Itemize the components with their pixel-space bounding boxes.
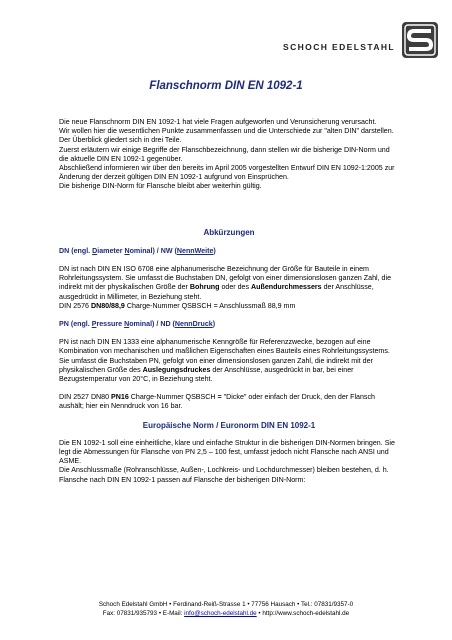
footer-contact: Fax: 07831/935793 • E-Mail: info@schoch-edelstahl.de • http://www.schoch-edelstahl.de [102,609,350,617]
footer-email-link[interactable]: info@schoch-edelstahl.de [184,609,257,617]
pn-definition: PN ist nach DIN EN 1333 eine alphanumerische Kenngröße für Referenzzwecke, bezogen auf eine Kombination von mechanischen und maßlichen Eigenschaften eines Bauteils eines Rohrleitungssystems. Sie umfasst die Buchstaben PN, gefolgt von einer dimensionslosen ganzen Zahl, die indirekt mit der physikalischen Größe des Auslegungsdruckes der Anschlüsse, ausgedrückt in bar, bei einer Bezugstemperatur von 20°C, in Beziehung steht. [59,338,390,384]
intro-paragraph: Die neue Flanschnorm DIN EN 1092-1 hat viele Fragen aufgeworfen und Verunsicherung verursacht. [59,118,377,126]
schoch-s-logo-icon [402,22,438,58]
footer-web: • http://www.schoch-edelstahl.de [256,609,350,617]
footer-address: Schoch Edelstahl GmbH • Ferdinand-Reiß-Strasse 1 • 77756 Hausach • Tel.: 07831/9357-0 [98,601,354,608]
dn-heading: DN (engl. Diameter Nominal) / NW (NennWeite) [59,246,216,255]
intro-paragraph: Abschließend informieren wir über den bereits im April 2005 vorgestellten Entwurf DIN EN 1092-1:2005 zur Änderung der derzeit gültigen DIN EN 1092-1 aufgrund von Einsprüchen. [59,164,395,182]
document-body [59,118,399,485]
dn-example: DIN 2576 DN80/88,9 Charge-Nummer QSBSCH = Anschlussmaß 88,9 mm [59,301,296,310]
abbreviations-heading: Abkürzungen [203,227,255,237]
page-footer [0,601,452,618]
pn-example: DIN 2527 DN80 PN16 Charge-Nummer QSBSCH = "Dicke" oder einfach der Druck, den der Flansch aushält; hier ein Nenndruck von 16 bar. [59,393,375,411]
intro-paragraph: Die bisherige DIN-Norm für Flansche bleibt aber weiterhin gültig. [59,182,262,191]
intro-paragraph: Zuerst erläutern wir einige Begriffe der Flanschbezeichnung, dann stellen wir die bisherige DIN-Norm und die aktuelle DIN EN 1092-1 gegenüber. [59,145,390,163]
euronorm-paragraph: Die Anschlussmaße (Rohranschlüsse, Außen-, Lochkreis- und Lochdurchmesser) bleiben bestehen, d. h. Flansche nach DIN EN 1092-1 passen auf Flansche der bisherigen DIN-Norm: [59,466,389,484]
intro-paragraph: Der Überblick gliedert sich in drei Teile. [59,136,182,145]
intro-paragraph: Wir wollen hier die wesentlichen Punkte zusammenfassen und die Unterschiede zur "alten DIN" darstellen. [59,127,394,136]
pn-heading: PN (engl. Pressure Nominal) / ND (NennDruck) [59,320,216,329]
brand-name: SCHOCH EDELSTAHL [283,42,395,52]
brand-logo [283,22,438,58]
dn-definition: DN ist nach DIN EN ISO 6708 eine alphanumerische Bezeichnung der Größe für Bauteile in einem Rohrleitungssystem. Sie umfasst die Buchstaben DN, gefolgt von einer dimensionslosen ganzen Zahl, die indirekt mit der physikalischen Größe der Bohrung oder des Außendurchmessers der Anschlüsse, ausgedrückt in Millimeter, in Beziehung steht. [59,265,392,301]
euronorm-paragraph: Die EN 1092-1 soll eine einheitliche, klare und einfache Struktur in die bisherigen DIN-Normen bringen. Sie legt die Abmessungen für Flansche von PN 2,5 – 100 fest, umfasst jedoch nicht Flansche nach ANSI und ASME. [59,438,395,466]
page-title: Flanschnorm DIN EN 1092-1 [149,80,303,92]
euronorm-heading: Europäische Norm / Euronorm DIN EN 1092-1 [142,420,316,430]
